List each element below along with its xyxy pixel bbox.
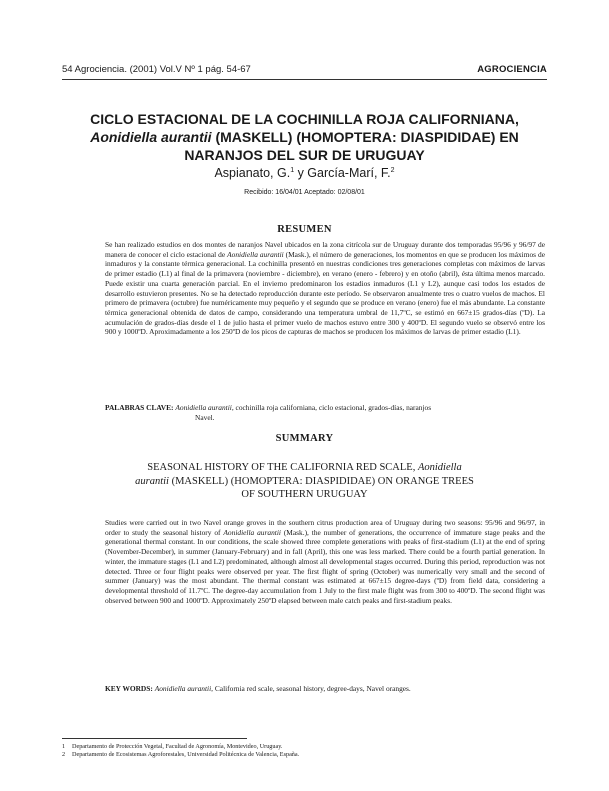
summary-species: Aonidiella aurantii [223,527,281,537]
author-1: Aspianato, G. [214,166,291,180]
title-line-2 [62,128,547,146]
resumen-heading: RESUMEN [277,224,332,235]
title-species: Aonidiella aurantii [90,129,212,145]
footnote-2 [62,751,332,759]
english-title [62,461,547,502]
resumen-species: Aonidiella aurantii [227,249,284,259]
footnote-text: Departamento de Ecosistemas Agroforestales, Universidad Politécnica de Valencia, España. [72,751,300,759]
article-title [62,110,547,164]
footnote-1 [62,743,332,751]
page-citation: 54 Agrociencia. (2001) Vol.V Nº 1 pág. 54-67 [62,64,251,75]
footnote-rule [62,738,247,739]
footnote-text: Departamento de Protección Vegetal, Facultad de Agronomía, Montevideo, Uruguay. [72,743,283,750]
english-title-line-2 [62,475,547,489]
title-line-1: CICLO ESTACIONAL DE LA COCHINILLA ROJA CALIFORNIANA, [90,111,519,127]
key-words-label: KEY WORDS: [105,684,153,693]
palabras-clave-text-2: Navel. [195,412,215,422]
summary-abstract [105,518,545,605]
authors [62,166,547,180]
resumen-abstract [105,240,545,337]
author-1-affil: 1 [290,166,295,174]
summary-text-a: Studies were carried out in two Navel orange groves in the southern citrus production area of Uruguay during two seasons: 95/96 and 96/97, in order to study the seasonal history of [105,518,545,537]
footnote-number: 1 [62,743,66,750]
key-words-text: , California red scale, seasonal history, degree-days, Navel oranges. [211,684,411,693]
palabras-clave [105,403,545,422]
resumen-text-b: (Mask.), el número de generaciones, los momentos en que se producen los máximos de inmaduros y la constante térmica generacional. La cochinilla presentó en nuestras condiciones tres generaciones completas con máximos de larvas de primer estadio (L1) al final de la primavera (noviembre - diciembre), en verano (enero - febrero) y en otoño (abril), ésta última menos marcado. Puede existir una cuarta generación parcial. En el invierno predominaron los estadios inmaduros (L1 y L2), aunque casi todos los estados de desarrollo estuvieron presentes. No se ha detectado reproducción durante este período. Se observaron anualmente tres o cuatro vuelos de machos. El primero de primavera (octubre) fue numéricamente muy pequeño y el segundo que se produce en verano (enero) fue el más abundante. La constante térmica generacional obtenida de datos de campo, considerando una temperatura umbral de 11,7ºC, se estimó en 667±15 grados-días (ºD). La acumulación de grados-días desde el 1 de julio hasta el primer vuelo de machos estuvo entre 300 y 400ºD. El segundo vuelo se observó entre los 900 y 1000ºD. Aproximadamente a los 250ºD de los picos de capturas de machos se producen los máximos de larvas de primer estadio (L1). [105,249,545,337]
english-title-line-3: OF SOUTHERN URUGUAY [241,489,368,500]
running-header [62,64,547,75]
english-title-species-2: aurantii [135,475,169,487]
summary-text-b: (Mask.), the number of generations, the occurrence of immature stage peaks and the generational thermal constant. In our conditions, the scale showed three complete generations with peaks of first-stadium (L1) at the end of spring (November-December), in summer (January-February) and in fall (April), this one was less marked. There could be a fourth partial generation. In winter, the immature stages (L1 and L2) predominated, although almost all developmental stages occurred. During this period, reproduction was not detected. Three or four flight peaks were observed per year. The first flight of spring (October) was numerically very small and the second of summer (January) was the most abundant. The thermal constant was estimated at 667±15 degree-days (ºD) from field data, considering a developmental threshold of 11.7ºC. The degree-day accumulation from 1 July to the first male flight was from 300 to 400ºD. The second flight was observed between 900 and 1000ºD. Approximately 250ºD elapsed between male catch peaks and first-stadium peaks. [105,527,545,605]
footnote-number: 2 [62,751,66,759]
title-line-3: NARANJOS DEL SUR DE URUGUAY [184,147,425,163]
journal-name: AGROCIENCIA [477,64,547,75]
english-title-text-b: (MASKELL) (HOMOPTERA: DIASPIDIDAE) ON ORANGE TREES [168,475,474,487]
palabras-clave-label: PALABRAS CLAVE: [105,403,174,412]
author-2-affil: 2 [390,166,395,174]
author-2: y García-Marí, F. [294,166,391,180]
footnotes [62,743,332,759]
resumen-text-a: Se han realizado estudios en dos montes de naranjos Navel ubicados en la zona citrícola sur de Uruguay durante dos temporadas 95/96 y 96/97 de manera de conocer el ciclo estacional de [105,240,545,259]
header-rule [62,79,547,80]
title-line-2-rest: (MASKELL) (HOMOPTERA: DIASPIDIDAE) EN [211,129,519,145]
palabras-clave-text: , cochinilla roja californiana, ciclo estacional, grados-días, naranjos [231,403,432,412]
key-words [105,684,545,694]
english-title-species-1: Aonidiella [417,462,462,473]
palabras-clave-species: Aonidiella aurantii [175,403,232,412]
english-title-text-a: SEASONAL HISTORY OF THE CALIFORNIA RED SCALE, [147,462,418,473]
summary-heading: SUMMARY [275,433,334,444]
received-accepted-dates: Recibido: 16/04/01 Aceptado: 02/08/01 [244,189,365,196]
english-title-line-1 [62,461,547,475]
key-words-species: Aonidiella aurantii [154,684,212,693]
